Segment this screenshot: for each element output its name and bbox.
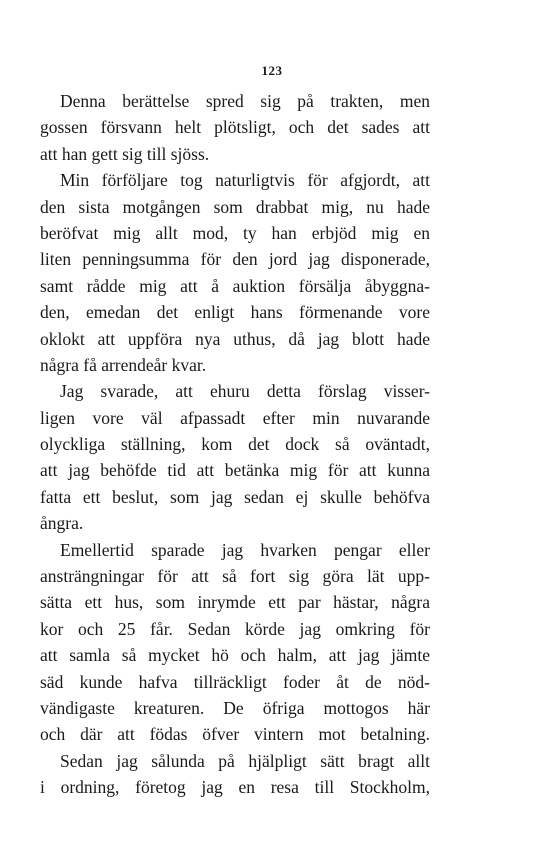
- body-text: [40, 88, 430, 801]
- text-line: Emellertid sparade jag hvarken pengar eller: [60, 539, 430, 560]
- text-line: kor och 25 får. Sedan körde jag omkring för: [40, 618, 430, 639]
- text-line: ångra.: [40, 513, 84, 534]
- text-line: gossen försvann helt plötsligt, och det sades att: [40, 117, 430, 138]
- text-line: sätta ett hus, som inrymde ett par hästar, några: [40, 592, 430, 613]
- text-line: fatta ett beslut, som jag sedan ej skulle behöfva: [40, 486, 430, 507]
- text-line: vändigaste kreaturen. De öfriga mottogos här: [40, 697, 430, 718]
- text-line: den sista motgången som drabbat mig, nu hade: [40, 196, 430, 217]
- text-line: i ordning, företog jag en resa till Stockholm,: [40, 777, 430, 798]
- text-line: olyckliga ställning, kom det dock så oväntadt,: [40, 434, 430, 455]
- text-line: ligen vore väl afpassadt efter min nuvarande: [40, 407, 430, 428]
- text-line: att jag behöfde tid att betänka mig för att kunna: [40, 460, 430, 481]
- text-line: Min förföljare tog naturligtvis för afgjordt, att: [60, 170, 430, 191]
- page-number: 123: [261, 63, 283, 78]
- text-line: att han gett sig till sjöss.: [40, 143, 210, 164]
- text-line: och där att födas öfver vintern mot betalning.: [40, 724, 430, 745]
- text-line: Denna berättelse spred sig på trakten, men: [60, 91, 430, 111]
- text-line: att samla så mycket hö och halm, att jag jämte: [40, 645, 430, 666]
- text-line: Sedan jag sålunda på hjälpligt sätt bragt allt: [60, 750, 430, 771]
- text-line: säd kunde hafva tillräckligt foder åt de nöd-: [40, 671, 430, 692]
- text-line: den, emedan det enligt hans förmenande vore: [40, 302, 430, 323]
- text-line: oklokt att uppföra nya uthus, då jag blott hade: [40, 328, 430, 349]
- text-line: samt rådde mig att å auktion försälja åbyggna-: [40, 275, 430, 296]
- text-line: några få arrendeår kvar.: [40, 354, 207, 375]
- text-line: ansträngningar för att så fort sig göra lät upp-: [40, 566, 430, 587]
- text-line: Jag svarade, att ehuru detta förslag visser-: [60, 381, 430, 402]
- text-line: liten penningsumma för den jord jag disponerade,: [40, 249, 430, 270]
- text-line: beröfvat mig allt mod, ty han erbjöd mig en: [40, 222, 430, 243]
